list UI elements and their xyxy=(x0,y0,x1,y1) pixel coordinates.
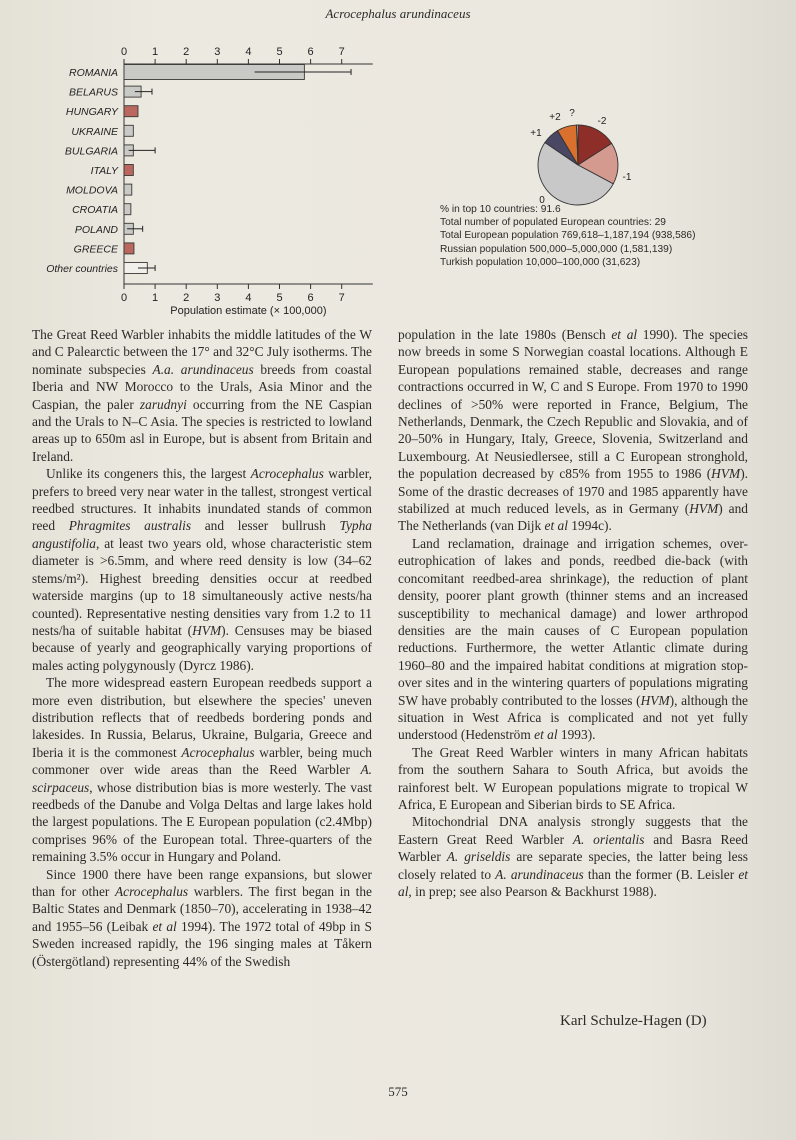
bottom-tick-label: 5 xyxy=(276,292,283,304)
bar xyxy=(124,184,132,195)
right-paragraph: Land reclamation, drainage and irrigation schemes, over-eutrophication of lakes and ponds, reedbed die-back (with concomitant reedbed-area shrinkage), the reduction of plant density, poorer plant growth (thinner stems and an increased susceptibility to mechanical damage) and lower arthropod densities are the main causes of C European population reductions. Furthermore, the wetter Atlantic climate during 1960–80 and the impaired habitat conditions at migration stop-over sites and in the wintering quarters of populations migrating SW have probably contributed to the losses (HVM), although the situation in West Africa is complicated and not yet fully understood (Hedenström et al 1993). xyxy=(398,535,748,743)
stat-russian-population: Russian population 500,000–5,000,000 (1,581,139) xyxy=(440,243,673,255)
pie-slice-label: +1 xyxy=(530,128,542,139)
pie-slice-label: -2 xyxy=(597,116,607,127)
italic-term: et al xyxy=(152,918,177,934)
bar xyxy=(124,243,134,254)
pie-slice-label: +2 xyxy=(549,112,561,123)
right-paragraph: Mitochondrial DNA analysis strongly suggests that the Eastern Great Reed Warbler A. orientalis and Basra Reed Warbler A. griseldis are separate species, the latter being less closely related to A. arundinaceus than the former (B. Leisler et al, in prep; see also Pearson & Backhurst 1988). xyxy=(398,814,748,899)
top-tick-label: 7 xyxy=(338,46,345,58)
italic-term: Acrocephalus xyxy=(250,466,324,482)
charts-figure xyxy=(0,20,796,320)
italic-term: HVM xyxy=(689,501,719,517)
left-paragraph: The Great Reed Warbler inhabits the middle latitudes of the W and C Palearctic between the 17° and 32°C July isotherms. The nominate subspecies A.a. arundinaceus breeds from coastal Iberia and NW Morocco to the Urals, Asia Minor and the Caspian, the paler zarudnyi occurring from the NE Caspian and the Urals to N–C Asia. The species is restricted to lowland areas up to 650m asl in Europe, but is absent from Britain and Ireland. xyxy=(32,327,373,464)
category-label: Other countries xyxy=(46,263,118,275)
pie-slice-label: -1 xyxy=(622,172,632,183)
top-tick-label: 2 xyxy=(183,46,190,58)
category-label: ROMANIA xyxy=(68,67,118,79)
left-paragraph: Unlike its congeners this, the largest Acrocephalus warbler, prefers to breed very near water in the tallest, strongest vertical reedbed structures. It inhabits inundated stands of common reed Phragmites australis and lesser bullrush Typha angustifolia, at least two years old, whose characteristic stem diameter is >6.5mm, and where reed density is low (34–62 stems/m²). Highest breeding densities occur at reedbed waterside margins (up to 18 simultaneously active nests/ha counted). Representative nesting densities vary from 1.2 to 11 nests/ha of suitable habitat (HVM). Censuses may be biased because of yearly and geographically varying proportions of males acting polygynously (Dyrcz 1986). xyxy=(32,466,372,673)
bar xyxy=(124,125,133,136)
x-axis-label: Population estimate (× 100,000) xyxy=(170,305,327,317)
right-text-column xyxy=(398,326,748,900)
pie-slice-label: 0 xyxy=(539,195,545,206)
author-credit: Karl Schulze-Hagen (D) xyxy=(560,1013,707,1029)
italic-term: HVM xyxy=(192,622,222,638)
bar xyxy=(124,106,138,117)
italic-term: HVM xyxy=(640,692,670,708)
italic-term: A. orientalis xyxy=(572,831,645,847)
italic-term: et al xyxy=(611,327,638,342)
category-label: GREECE xyxy=(73,243,118,256)
italic-term: A. scirpaceus xyxy=(32,762,372,795)
running-head: Acrocephalus arundinaceus xyxy=(325,6,471,21)
top-tick-label: 6 xyxy=(307,46,314,58)
page-number: 575 xyxy=(388,1084,408,1099)
category-label: POLAND xyxy=(74,223,118,236)
category-label: BULGARIA xyxy=(64,145,118,158)
category-label: MOLDOVA xyxy=(66,184,118,197)
stat-european-population: Total European population 769,618–1,187,194 (938,586) xyxy=(440,230,696,242)
italic-term: Typha angustifolia xyxy=(32,518,372,551)
top-tick-label: 0 xyxy=(120,46,128,58)
category-label: ITALY xyxy=(90,165,118,177)
italic-term: A. griseldis xyxy=(446,849,511,865)
top-tick-label: 5 xyxy=(276,46,283,58)
pie-slice-label: ? xyxy=(569,108,575,119)
italic-term: A. arundinaceus xyxy=(495,866,584,882)
italic-term: zarudnyi xyxy=(139,396,187,412)
bottom-tick-label: 0 xyxy=(120,292,128,304)
italic-term: HVM xyxy=(711,466,741,482)
top-tick-label: 1 xyxy=(152,46,159,58)
top-tick-label: 3 xyxy=(214,46,221,58)
left-paragraph: The more widespread eastern European reedbeds support a more even distribution, but elsewhere the species' uneven distribution reflects that of reedbeds bordering ponds and lakesides. In Russia, Belarus, Ukraine, Bulgaria, Greece and Iberia it is the commonest Acrocephalus warbler, being much commoner over wide areas than the Reed Warbler A. scirpaceus, whose distribution bias is more westerly. The vast reedbeds of the Danube and Volga Deltas and large lakes hold the largest populations. The E European population (c2.4Mbp) comprises 96% of the European total. Three-quarters of the remaining 3.5% occur in Hungary and Poland. xyxy=(32,675,372,865)
bottom-tick-label: 2 xyxy=(183,292,190,304)
stat-countries: Total number of populated European countries: 29 xyxy=(440,217,666,229)
italic-term: Acrocephalus xyxy=(181,744,255,760)
italic-term: et al xyxy=(534,727,558,743)
bar xyxy=(124,204,131,215)
left-paragraph: Since 1900 there have been range expansions, but slower than for other Acrocephalus warblers. The first began in the Baltic States and Denmark (1850–70), accelerating in 1938–42 and 1955–56 (Leibak et al 1994). The 1972 total of 49bp in S Sweden increased rapidly, the 196 singing males at Tåkern (Östergötland) representing 44% of the Swedish xyxy=(32,866,372,969)
italic-term: Acrocephalus xyxy=(114,884,189,899)
bottom-tick-label: 6 xyxy=(307,292,314,304)
right-paragraph: population in the late 1980s (Bensch et al 1990). The species now breeds in some S Norwegian coastal locations. Although E European populations remained stable, decreases and range contractions occurred in W, C and S Europe. From 1970 to 1990 declines of >50% were reported in France, Belgium, The Netherlands, Denmark, the Czech Republic and Slovakia, and of 20–50% in Hungary, Italy, Greece, Slovenia, Switzerland and Luxembourg. At Neusiedlersee, still a C European stronghold, the population decreased by c85% from 1955 to 1986 (HVM). Some of the drastic decreases of 1970 and 1985 apparently have stabilized at much reduced levels, as in Germany (HVM) and The Netherlands (van Dijk et al 1994c). xyxy=(398,327,748,534)
category-label: HUNGARY xyxy=(65,106,118,119)
category-label: CROATIA xyxy=(72,204,118,217)
bottom-tick-label: 3 xyxy=(214,292,221,304)
bottom-tick-label: 4 xyxy=(245,292,252,304)
right-paragraph: The Great Reed Warbler winters in many African habitats from the southern Sahara to South Africa, but avoids the rainforest belt. W European populations migrate to tropical W Africa, E European and Siberian birds to SE Africa. xyxy=(398,744,748,812)
italic-term: et al xyxy=(544,518,568,534)
stat-turkish-population: Turkish population 10,000–100,000 (31,623) xyxy=(440,256,641,268)
italic-term: et al xyxy=(398,866,748,899)
italic-term: A.a. arundinaceus xyxy=(152,361,254,377)
bottom-tick-label: 1 xyxy=(152,292,159,304)
left-text-column xyxy=(32,326,372,970)
top-tick-label: 4 xyxy=(245,46,252,58)
italic-term: Phragmites australis xyxy=(68,518,192,534)
stat-top10: % in top 10 countries: 91.6 xyxy=(440,204,561,215)
population-stats xyxy=(440,203,695,269)
category-label: BELARUS xyxy=(68,86,118,99)
bottom-tick-label: 7 xyxy=(338,292,345,304)
category-label: UKRAINE xyxy=(71,125,118,138)
bar xyxy=(124,165,133,176)
